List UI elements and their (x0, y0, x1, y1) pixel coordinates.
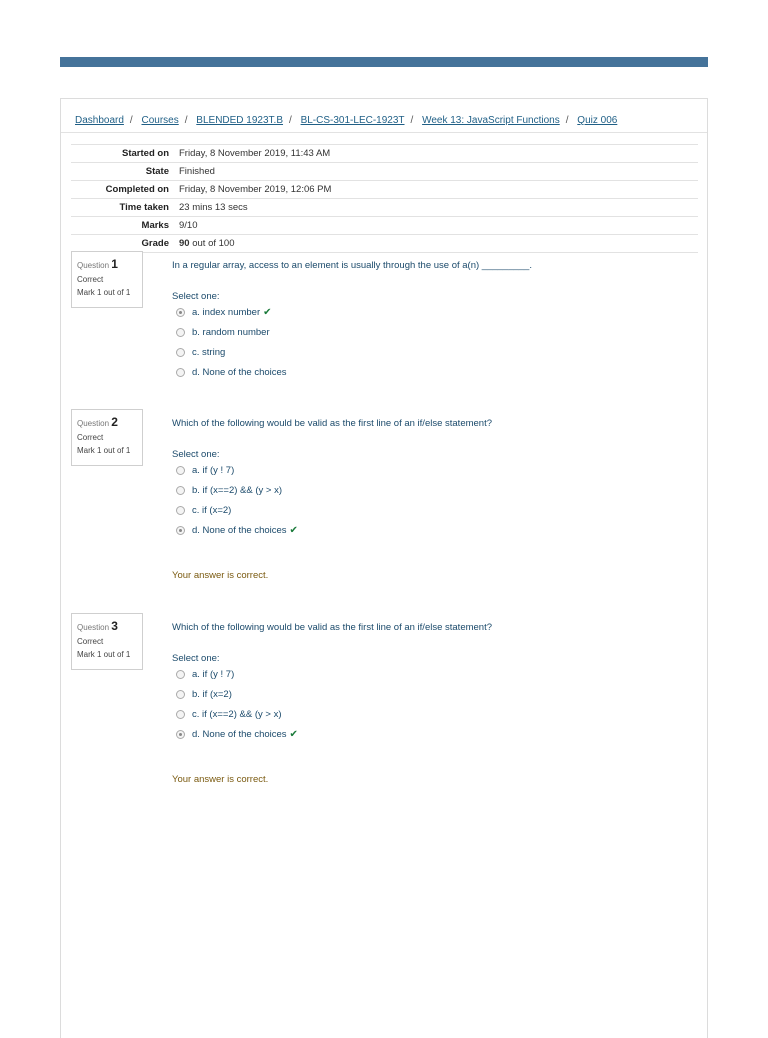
question-number: 3 (111, 619, 118, 633)
question-mark: Mark 1 out of 1 (77, 650, 131, 659)
summary-value: 9/10 (179, 220, 198, 231)
answer-text: d. None of the choices (192, 525, 287, 536)
summary-row (71, 235, 698, 253)
breadcrumb-course-category[interactable]: BLENDED 1923T.B (196, 115, 284, 126)
summary-row (71, 163, 698, 181)
answer-option[interactable] (172, 708, 692, 728)
divider (61, 132, 707, 133)
question-text: Which of the following would be valid as the first line of an if/else statement? (172, 622, 493, 633)
question-info-box (71, 409, 143, 466)
radio-button[interactable] (176, 670, 185, 679)
radio-button[interactable] (176, 506, 185, 515)
answer-text: b. if (x=2) (192, 689, 232, 700)
answer-text: b. if (x==2) && (y > x) (192, 485, 283, 496)
summary-label: Marks (141, 220, 169, 231)
question-info-box (71, 613, 143, 670)
breadcrumb-courses[interactable]: Courses (141, 115, 179, 126)
question-label: Question (77, 419, 110, 428)
answer-feedback: Your answer is correct. (172, 570, 269, 581)
answer-text: d. None of the choices (192, 367, 287, 378)
question-status: Correct (77, 275, 104, 284)
attempt-summary-table (71, 144, 698, 253)
summary-row (71, 217, 698, 235)
select-one-label: Select one: (172, 653, 220, 664)
select-one-label: Select one: (172, 291, 220, 302)
breadcrumb-dashboard[interactable]: Dashboard (75, 115, 124, 126)
answer-text: c. if (x=2) (192, 505, 232, 516)
question-content (172, 418, 692, 581)
check-icon: ✔ (289, 729, 298, 740)
question-number: 1 (111, 257, 118, 271)
question-text: In a regular array, access to an element is usually through the use of a(n) _________. (172, 260, 532, 271)
question-label: Question (77, 261, 110, 270)
breadcrumb-week[interactable]: Week 13: JavaScript Functions (422, 115, 560, 126)
summary-row (71, 145, 698, 163)
question-text: Which of the following would be valid as the first line of an if/else statement? (172, 418, 493, 429)
answer-list (172, 668, 692, 748)
answer-option[interactable] (172, 688, 692, 708)
answer-text: a. index number (192, 307, 261, 318)
answer-list (172, 306, 692, 386)
answer-option[interactable] (172, 306, 692, 326)
answer-list (172, 464, 692, 544)
radio-button[interactable] (176, 690, 185, 699)
answer-text: a. if (y ! 7) (192, 669, 235, 680)
answer-text: d. None of the choices (192, 729, 287, 740)
answer-option[interactable] (172, 366, 692, 386)
radio-button[interactable] (176, 730, 185, 739)
question-number: 2 (111, 415, 118, 429)
answer-text: c. string (192, 347, 226, 358)
breadcrumb-quiz[interactable]: Quiz 006 (577, 115, 618, 126)
answer-text: b. random number (192, 327, 270, 338)
question-info-box (71, 251, 143, 308)
radio-button[interactable] (176, 368, 185, 377)
answer-option[interactable] (172, 484, 692, 504)
select-one-label: Select one: (172, 449, 220, 460)
breadcrumb: Dashboard / Courses / BLENDED 1923T.B / BL-CS-301-LEC-1923T / Week 13: JavaScript Functions / Quiz 006 (75, 115, 618, 126)
summary-value: Friday, 8 November 2019, 11:43 AM (179, 148, 331, 159)
question-content (172, 260, 692, 386)
summary-value (179, 235, 698, 253)
summary-row (71, 181, 698, 199)
answer-text: a. if (y ! 7) (192, 465, 235, 476)
breadcrumb-course[interactable]: BL-CS-301-LEC-1923T (300, 115, 405, 126)
summary-label: Started on (122, 148, 169, 159)
answer-option[interactable] (172, 504, 692, 524)
summary-label: Time taken (119, 202, 169, 213)
check-icon: ✔ (289, 525, 298, 536)
radio-button[interactable] (176, 466, 185, 475)
radio-button[interactable] (176, 486, 185, 495)
answer-option[interactable] (172, 524, 692, 544)
grade-total: out of 100 (189, 238, 235, 249)
header-bar (60, 57, 708, 67)
answer-option[interactable] (172, 326, 692, 346)
question-content (172, 622, 692, 785)
summary-row (71, 199, 698, 217)
answer-text: c. if (x==2) && (y > x) (192, 709, 282, 720)
quiz-review-panel (60, 98, 708, 1038)
question-status: Correct (77, 637, 104, 646)
radio-button[interactable] (176, 348, 185, 357)
answer-option[interactable] (172, 668, 692, 688)
summary-value: Finished (179, 166, 215, 177)
answer-feedback: Your answer is correct. (172, 774, 269, 785)
answer-option[interactable] (172, 464, 692, 484)
grade-value: 90 (179, 238, 190, 249)
answer-option[interactable] (172, 346, 692, 366)
radio-button[interactable] (176, 328, 185, 337)
radio-button[interactable] (176, 710, 185, 719)
answer-option[interactable] (172, 728, 692, 748)
summary-value: 23 mins 13 secs (179, 202, 248, 213)
summary-value: Friday, 8 November 2019, 12:06 PM (179, 184, 332, 195)
question-mark: Mark 1 out of 1 (77, 288, 131, 297)
radio-button[interactable] (176, 308, 185, 317)
radio-button[interactable] (176, 526, 185, 535)
summary-label: State (145, 166, 169, 177)
question-label: Question (77, 623, 110, 632)
summary-label: Completed on (105, 184, 169, 195)
question-status: Correct (77, 433, 104, 442)
summary-label: Grade (141, 238, 169, 249)
question-mark: Mark 1 out of 1 (77, 446, 131, 455)
check-icon: ✔ (263, 307, 272, 318)
